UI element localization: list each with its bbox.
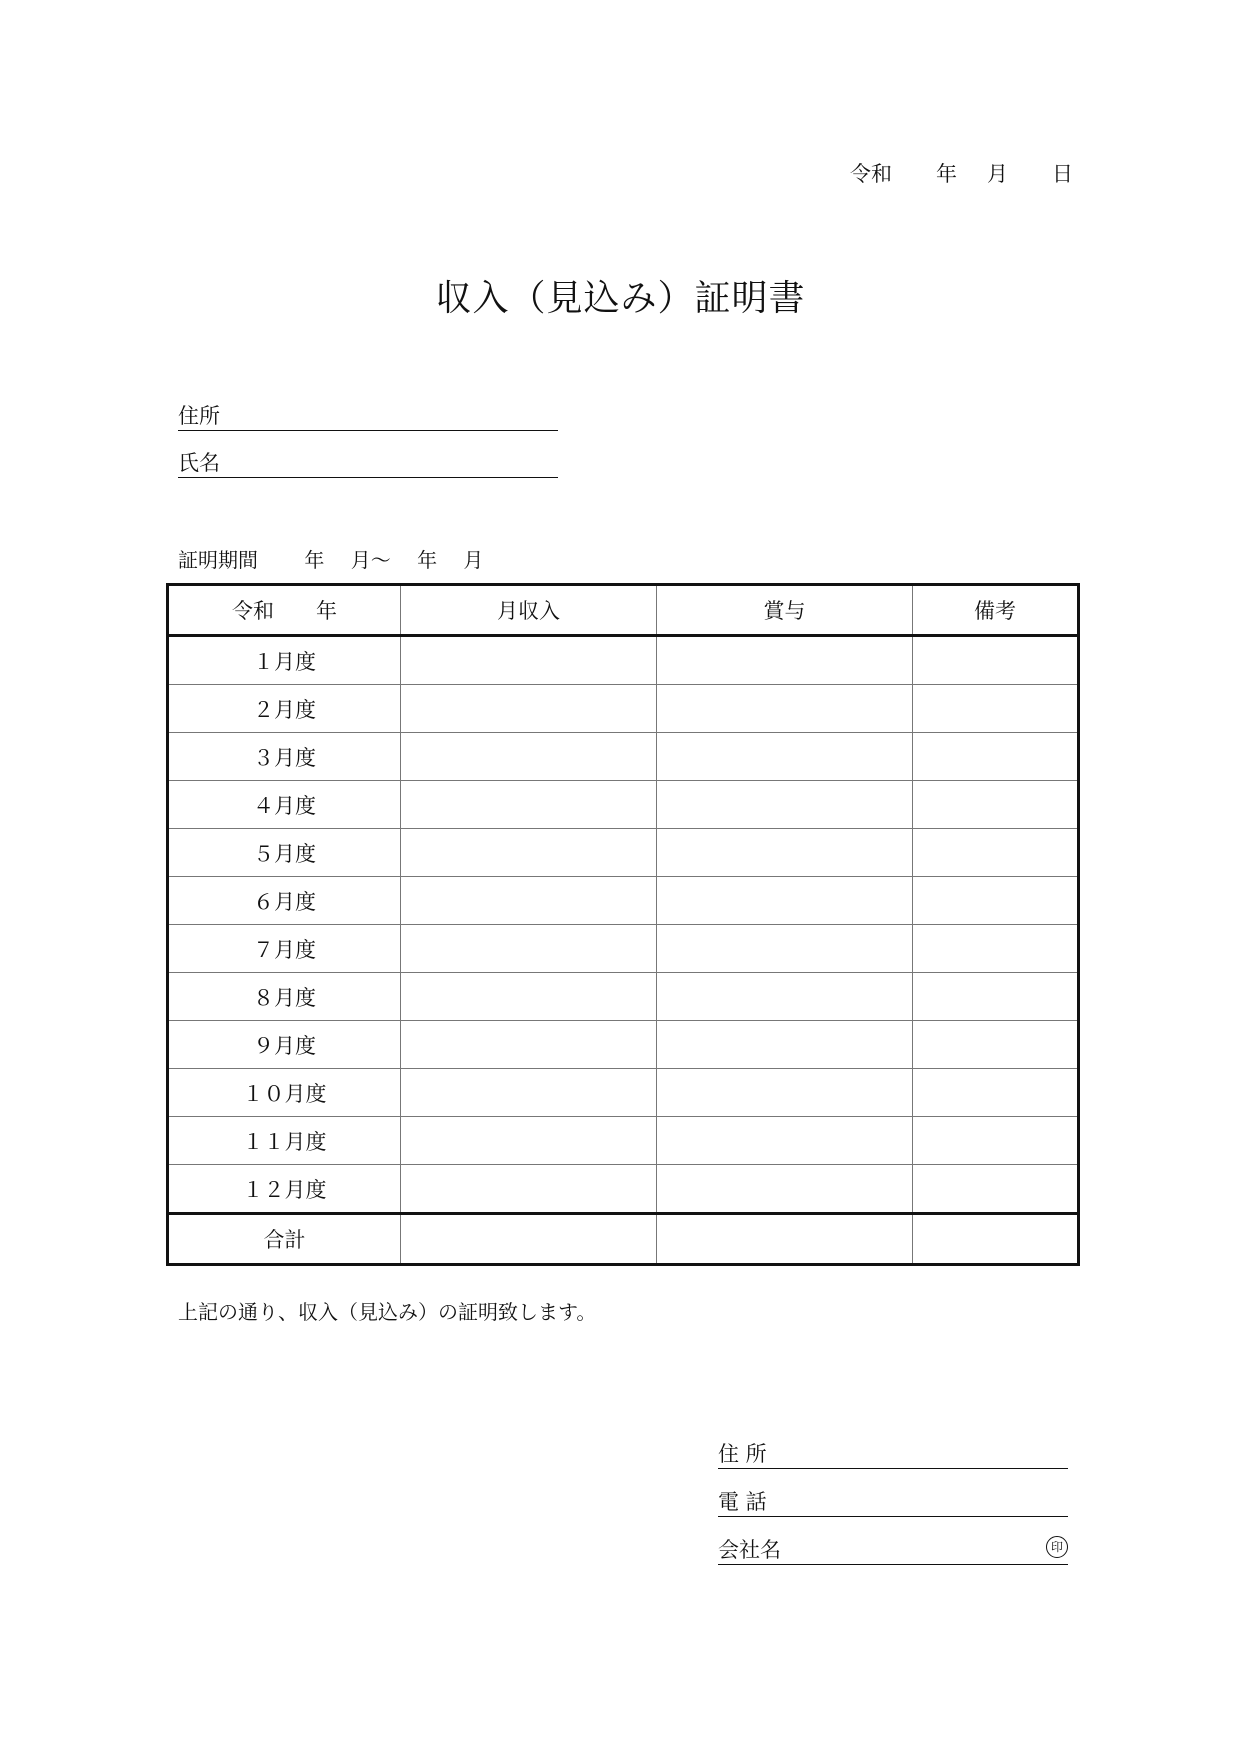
remarks-cell[interactable] [913, 636, 1079, 685]
period-label: 証明期間 [178, 548, 258, 572]
remarks-cell[interactable] [913, 973, 1079, 1021]
monthly-income-cell[interactable] [401, 1069, 657, 1117]
issuer-company-label: 会社名 [718, 1538, 781, 1562]
month-label: ６月度 [168, 877, 401, 925]
month-label: １１月度 [168, 1117, 401, 1165]
bonus-cell[interactable] [657, 636, 913, 685]
issuer-phone-field[interactable] [718, 1486, 1068, 1517]
issuer-address-field[interactable] [718, 1438, 1068, 1469]
monthly-income-cell[interactable] [401, 1165, 657, 1214]
table-row [168, 1165, 1079, 1214]
monthly-income-cell[interactable] [401, 636, 657, 685]
date-year: 年 [936, 162, 957, 186]
total-label: 合計 [168, 1214, 401, 1265]
table-row [168, 1117, 1079, 1165]
total-income-cell[interactable] [401, 1214, 657, 1265]
bonus-cell[interactable] [657, 1165, 913, 1214]
bonus-cell[interactable] [657, 1117, 913, 1165]
remarks-cell[interactable] [913, 829, 1079, 877]
monthly-income-cell[interactable] [401, 733, 657, 781]
applicant-name-label: 氏名 [178, 451, 220, 475]
date-day: 日 [1052, 162, 1073, 186]
document-title: 収入（見込み）証明書 [435, 278, 806, 319]
table-row [168, 1069, 1079, 1117]
remarks-cell[interactable] [913, 1165, 1079, 1214]
bonus-cell[interactable] [657, 829, 913, 877]
bonus-cell[interactable] [657, 733, 913, 781]
month-label: ８月度 [168, 973, 401, 1021]
issuer-address-label: 住 所 [718, 1442, 767, 1466]
certification-note: 上記の通り、収入（見込み）の証明致します。 [178, 1300, 597, 1324]
bonus-cell[interactable] [657, 781, 913, 829]
month-label: ２月度 [168, 685, 401, 733]
bonus-cell[interactable] [657, 1069, 913, 1117]
table-row [168, 925, 1079, 973]
header-year: 令和 年 [168, 585, 401, 636]
period-text: 年 月～ 年 月 [304, 548, 484, 572]
total-row [168, 1214, 1079, 1265]
applicant-address-label: 住所 [178, 404, 220, 428]
issue-date [850, 158, 1073, 188]
monthly-income-cell[interactable] [401, 781, 657, 829]
remarks-cell[interactable] [913, 1117, 1079, 1165]
remarks-cell[interactable] [913, 1021, 1079, 1069]
monthly-income-cell[interactable] [401, 1021, 657, 1069]
monthly-income-cell[interactable] [401, 877, 657, 925]
income-table [166, 583, 1080, 1266]
table-header-row [168, 585, 1079, 636]
bonus-cell[interactable] [657, 973, 913, 1021]
total-remarks-cell[interactable] [913, 1214, 1079, 1265]
remarks-cell[interactable] [913, 877, 1079, 925]
table-row [168, 973, 1079, 1021]
date-era: 令和 [850, 162, 892, 186]
month-label: １０月度 [168, 1069, 401, 1117]
date-month: 月 [987, 162, 1008, 186]
header-monthly-income: 月収入 [401, 585, 657, 636]
remarks-cell[interactable] [913, 925, 1079, 973]
issuer-company-field[interactable] [718, 1534, 1068, 1565]
remarks-cell[interactable] [913, 733, 1079, 781]
applicant-name-field[interactable] [178, 447, 558, 478]
table-row [168, 733, 1079, 781]
total-bonus-cell[interactable] [657, 1214, 913, 1265]
table-row [168, 829, 1079, 877]
monthly-income-cell[interactable] [401, 925, 657, 973]
table-row [168, 877, 1079, 925]
remarks-cell[interactable] [913, 1069, 1079, 1117]
monthly-income-cell[interactable] [401, 829, 657, 877]
bonus-cell[interactable] [657, 877, 913, 925]
issuer-phone-label: 電 話 [718, 1490, 767, 1514]
month-label: ７月度 [168, 925, 401, 973]
remarks-cell[interactable] [913, 781, 1079, 829]
applicant-address-field[interactable] [178, 400, 558, 431]
month-label: ３月度 [168, 733, 401, 781]
table-row [168, 781, 1079, 829]
month-label: ９月度 [168, 1021, 401, 1069]
table-row [168, 685, 1079, 733]
monthly-income-cell[interactable] [401, 685, 657, 733]
bonus-cell[interactable] [657, 1021, 913, 1069]
month-label: ５月度 [168, 829, 401, 877]
table-row [168, 636, 1079, 685]
month-label: １２月度 [168, 1165, 401, 1214]
monthly-income-cell[interactable] [401, 973, 657, 1021]
table-row [168, 1021, 1079, 1069]
bonus-cell[interactable] [657, 925, 913, 973]
monthly-income-cell[interactable] [401, 1117, 657, 1165]
header-bonus: 賞与 [657, 585, 913, 636]
month-label: ４月度 [168, 781, 401, 829]
certification-period [178, 544, 483, 573]
seal-icon: 印 [1046, 1536, 1068, 1558]
remarks-cell[interactable] [913, 685, 1079, 733]
header-remarks: 備考 [913, 585, 1079, 636]
bonus-cell[interactable] [657, 685, 913, 733]
month-label: １月度 [168, 636, 401, 685]
